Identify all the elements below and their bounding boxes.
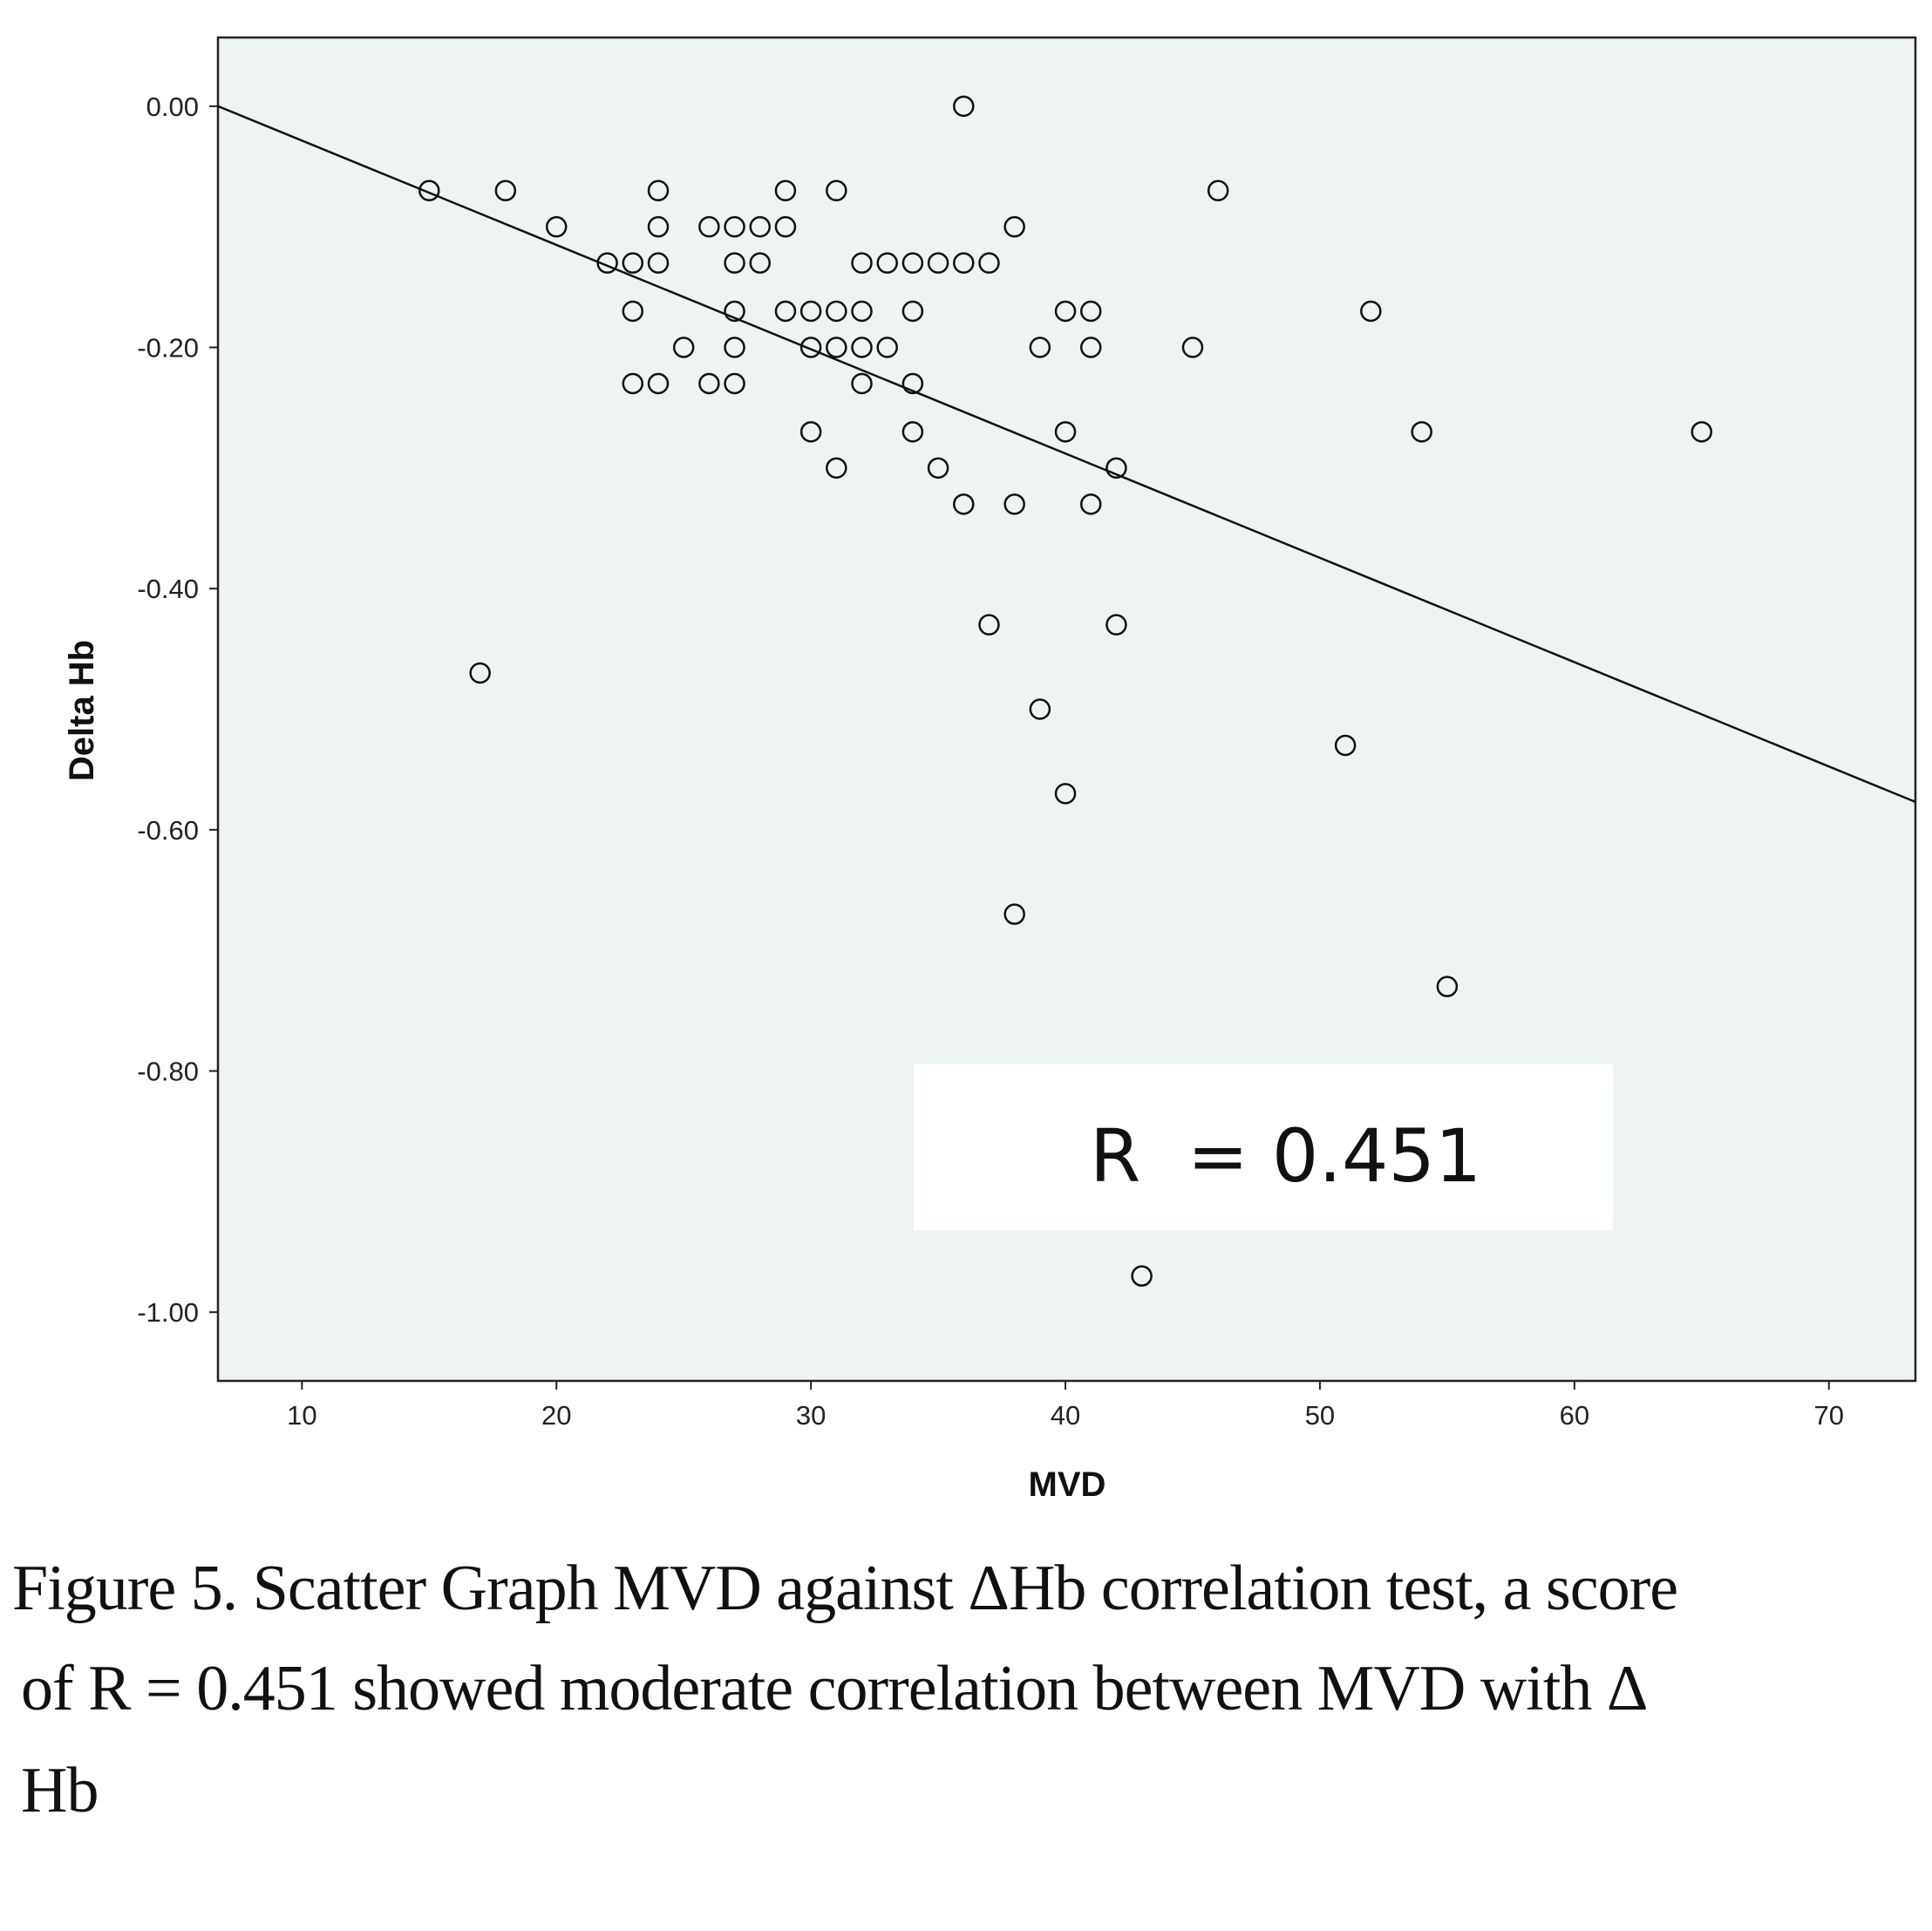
x-tick-label: 70: [1813, 1400, 1844, 1431]
y-tick-label: -0.40: [137, 574, 199, 605]
y-axis-label: Delta Hb: [63, 639, 101, 782]
x-tick-label: 60: [1559, 1400, 1590, 1431]
y-tick-label: -0.80: [137, 1056, 199, 1087]
y-tick-label: -0.20: [137, 332, 199, 364]
caption-line-3: Hb: [21, 1755, 99, 1826]
y-tick-label: -1.00: [137, 1297, 199, 1329]
x-axis-label: MVD: [1028, 1465, 1106, 1504]
caption-line-2: of R = 0.451 showed moderate correlation between MVD with Δ: [21, 1653, 1648, 1724]
y-tick-label: 0.00: [146, 91, 199, 122]
annotation-r-value: R = 0.451: [1090, 1113, 1482, 1199]
x-tick-label: 20: [541, 1400, 572, 1431]
y-tick-label: -0.60: [137, 814, 199, 846]
x-tick-label: 30: [795, 1400, 827, 1431]
x-tick-label: 10: [287, 1400, 317, 1431]
x-tick-label: 40: [1050, 1400, 1081, 1431]
caption-line-1: Figure 5. Scatter Graph MVD against ΔHb correlation test, a score: [12, 1553, 1678, 1624]
x-tick-label: 50: [1304, 1400, 1336, 1431]
